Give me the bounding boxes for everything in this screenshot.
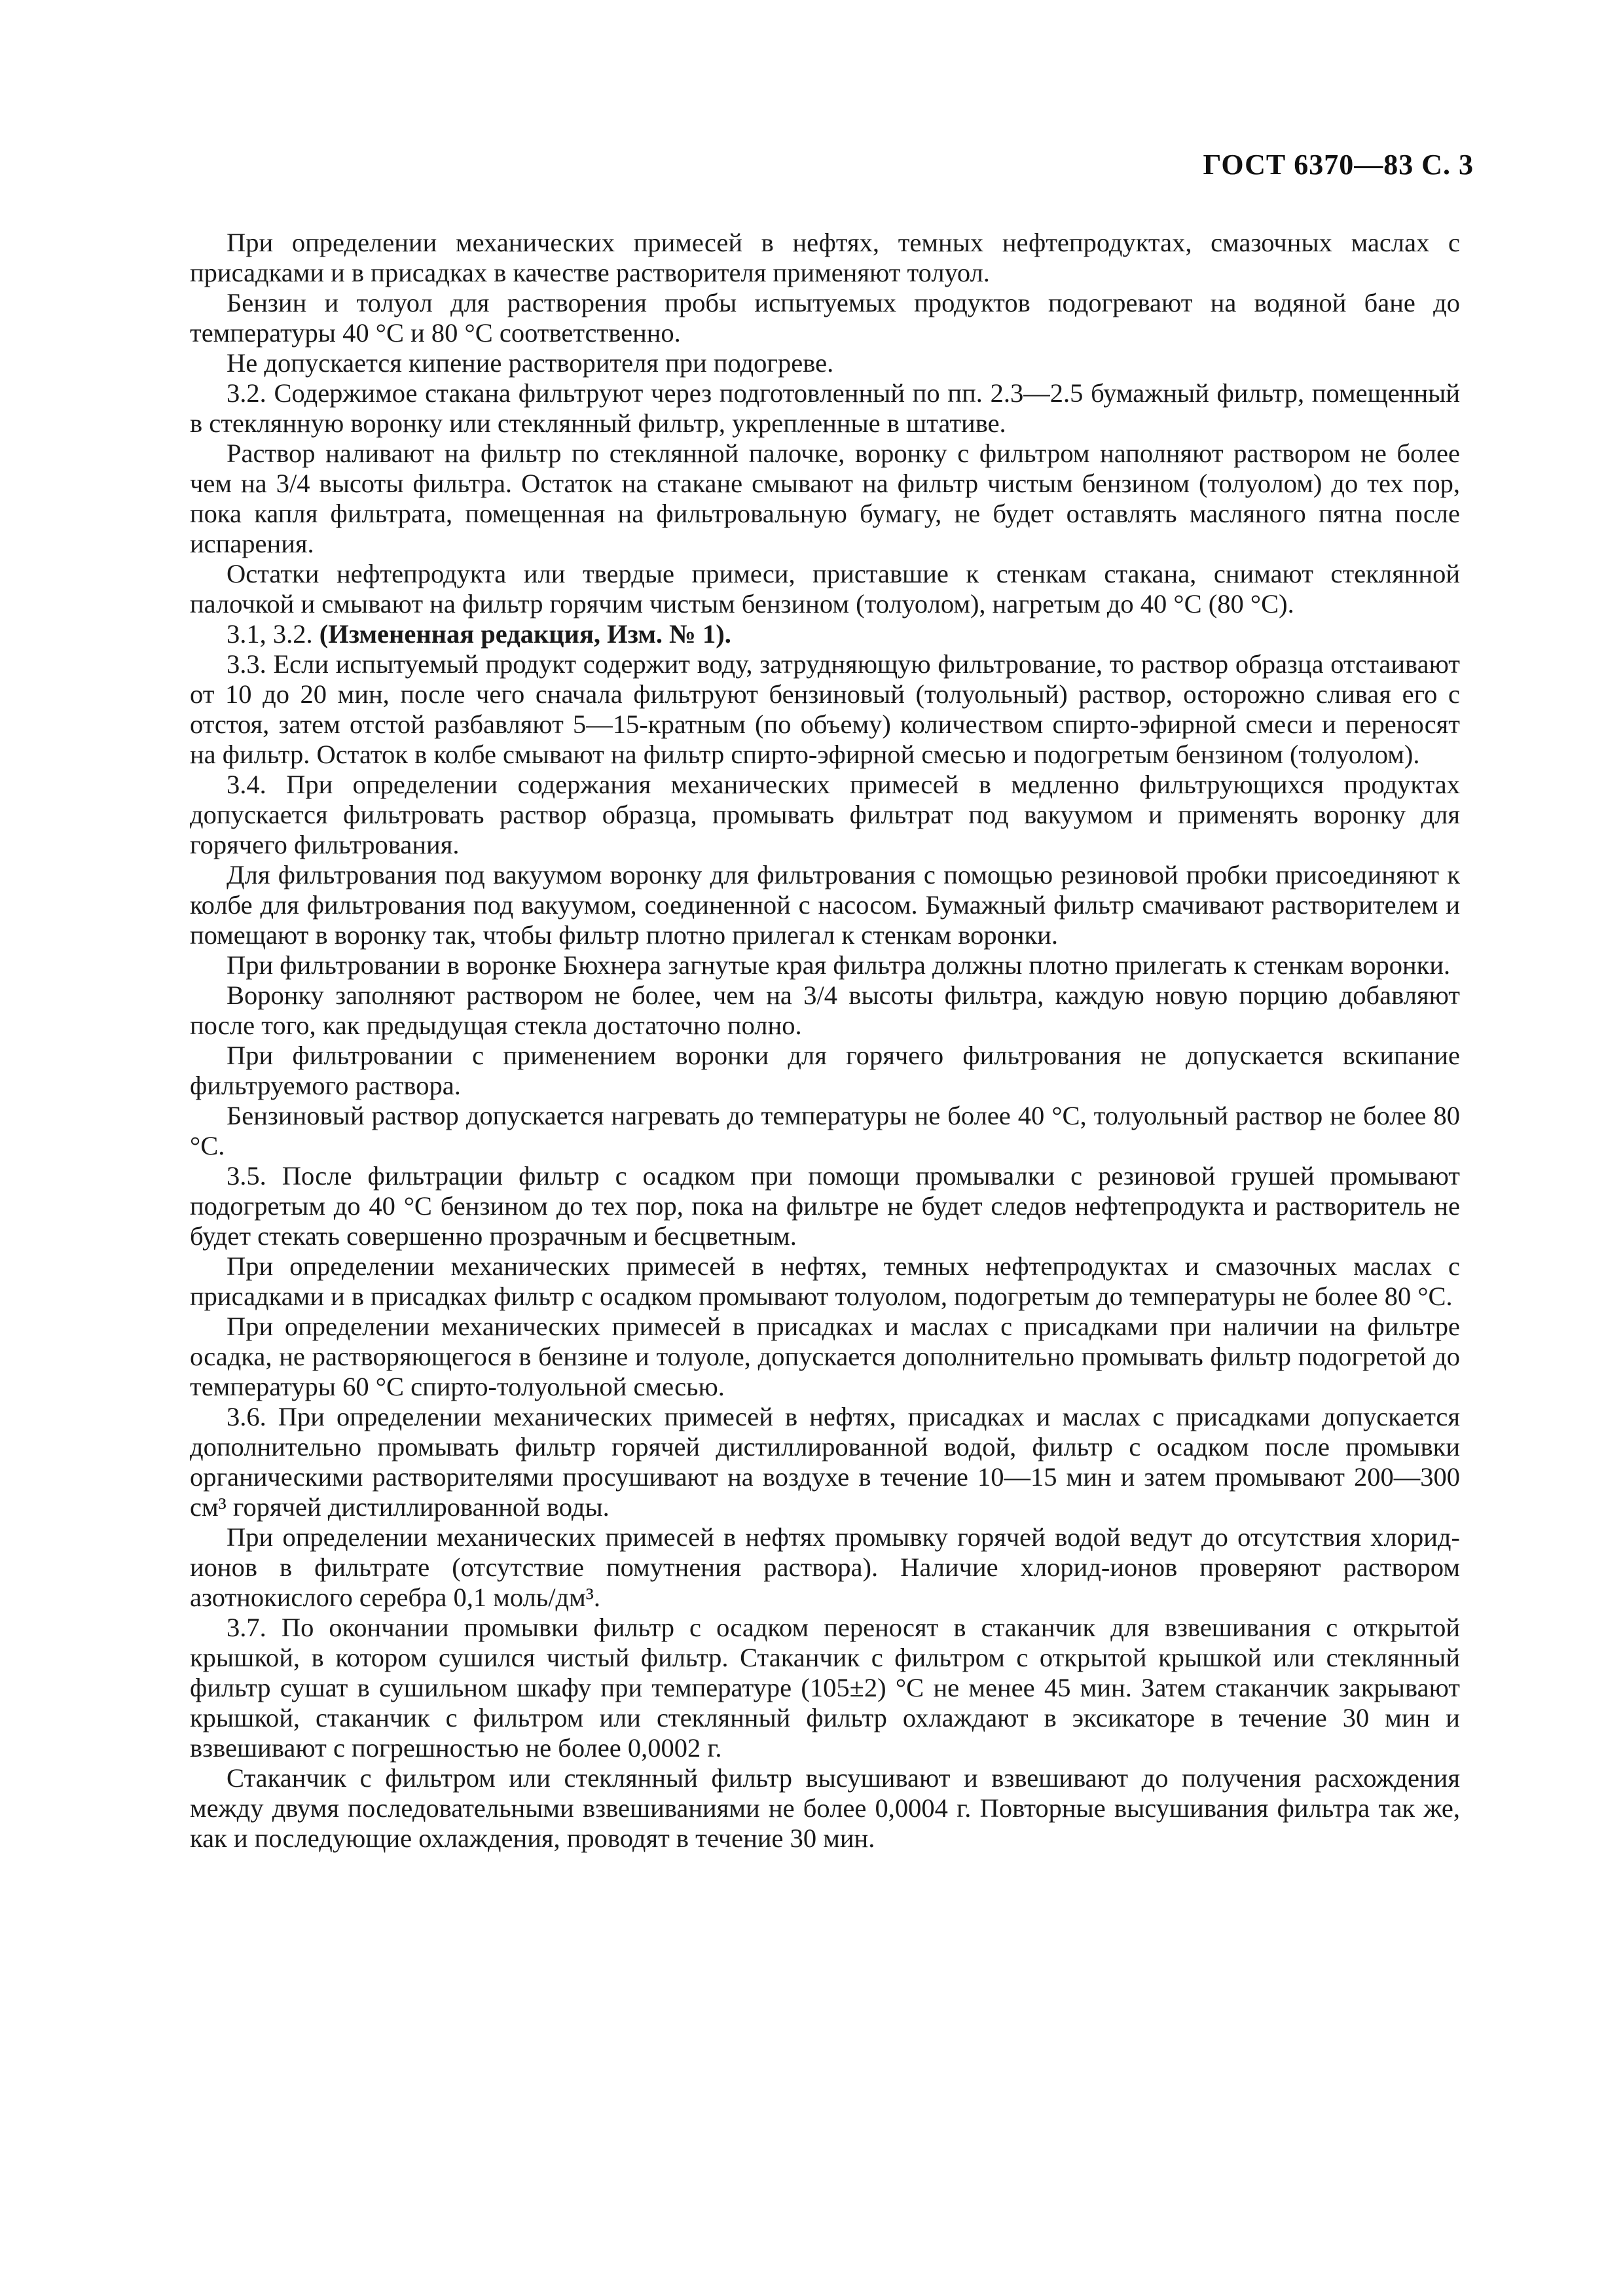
paragraph: Воронку заполняют раствором не более, чем на 3/4 высоты фильтра, каждую новую порцию добавляют после того, как предыдущая стекла достаточно полно. <box>190 980 1460 1040</box>
paragraph: 3.3. Если испытуемый продукт содержит воду, затрудняющую фильтрование, то раствор образца отстаивают от 10 до 20 мин, после чего сначала фильтруют бензиновый (толуольный) раствор, осторожно сливая его с отстоя, затем отстой разбавляют 5—15-кратным (по объему) количеством спирто-эфирной смеси и переносят на фильтр. Остаток в колбе смывают на фильтр спирто-эфирной смесью и подогретым бензином (толуолом). <box>190 649 1460 769</box>
document-body <box>190 228 1460 1854</box>
paragraph: Стаканчик с фильтром или стеклянный фильтр высушивают и взвешивают до получения расхождения между двумя последовательными взвешиваниями не более 0,0004 г. Повторные высушивания фильтра так же, как и последующие охлаждения, проводят в течение 30 мин. <box>190 1763 1460 1853</box>
paragraph: При определении механических примесей в присадках и маслах с присадками при наличии на фильтре осадка, не растворяющегося в бензине и толуоле, допускается дополнительно промывать фильтр подогретой до температуры 60 °С спирто-толуольной смесью. <box>190 1312 1460 1401</box>
amendment-note-bold: (Измененная редакция, Изм. № 1). <box>319 619 731 649</box>
paragraph: 3.4. При определении содержания механических примесей в медленно фильтрующихся продуктах допускается фильтровать раствор образца, промывать фильтрат под вакуумом и применять воронку для горячего фильтрования. <box>190 770 1460 859</box>
paragraph: Остатки нефтепродукта или твердые примеси, приставшие к стенкам стакана, снимают стеклянной палочкой и смывают на фильтр горячим чистым бензином (толуолом), нагретым до 40 °С (80 °С). <box>190 559 1460 619</box>
paragraph: 3.5. После фильтрации фильтр с осадком при помощи промывалки с резиновой грушей промывают подогретым до 40 °С бензином до тех пор, пока на фильтре не будет следов нефтепродукта и растворитель не будет стекать совершенно прозрачным и бесцветным. <box>190 1161 1460 1251</box>
paragraph: 3.6. При определении механических примесей в нефтях, присадках и маслах с присадками допускается дополнительно промывать фильтр горячей дистиллированной водой, фильтр с осадком после промывки органическими растворителями просушивают на воздухе в течение 10—15 мин и затем промывают 200—300 см³ горячей дистиллированной воды. <box>190 1402 1460 1522</box>
page-header: ГОСТ 6370—83 С. 3 <box>1203 149 1474 181</box>
paragraph: Для фильтрования под вакуумом воронку для фильтрования с помощью резиновой пробки присоединяют к колбе для фильтрования под вакуумом, соединенной с насосом. Бумажный фильтр смачивают растворителем и помещают в воронку так, чтобы фильтр плотно прилегал к стенкам воронки. <box>190 860 1460 950</box>
paragraph: Раствор наливают на фильтр по стеклянной палочке, воронку с фильтром наполняют раствором не более чем на 3/4 высоты фильтра. Остаток на стакане смывают на фильтр чистым бензином (толуолом) до тех пор, пока капля фильтрата, помещенная на фильтровальную бумагу, не будет оставлять масляного пятна после испарения. <box>190 439 1460 558</box>
amendment-note <box>190 619 1460 649</box>
paragraph: При фильтровании с применением воронки для горячего фильтрования не допускается вскипание фильтруемого раствора. <box>190 1041 1460 1100</box>
paragraph: При фильтровании в воронке Бюхнера загнутые края фильтра должны плотно прилегать к стенкам воронки. <box>227 950 1451 980</box>
paragraph: Не допускается кипение растворителя при подогреве. <box>227 348 834 378</box>
paragraph: При определении механических примесей в нефтях, темных нефтепродуктах, смазочных маслах с присадками и в присадках в качестве растворителя применяют толуол. <box>190 228 1460 287</box>
amendment-note-prefix: 3.1, 3.2. <box>227 619 319 649</box>
paragraph: 3.7. По окончании промывки фильтр с осадком переносят в стаканчик для взвешивания с открытой крышкой, в котором сушился чистый фильтр. Стаканчик с фильтром с открытой крышкой или стеклянный фильтр сушат в сушильном шкафу при температуре (105±2) °С не менее 45 мин. Затем стаканчик закрывают крышкой, стаканчик с фильтром или стеклянный фильтр охлаждают в эксикаторе в течение 30 мин и взвешивают с погрешностью не более 0,0002 г. <box>190 1613 1460 1763</box>
paragraph: 3.2. Содержимое стакана фильтруют через подготовленный по пп. 2.3—2.5 бумажный фильтр, помещенный в стеклянную воронку или стеклянный фильтр, укрепленные в штативе. <box>190 378 1460 438</box>
paragraph: Бензин и толуол для растворения пробы испытуемых продуктов подогревают на водяной бане до температуры 40 °С и 80 °С соответственно. <box>190 288 1460 348</box>
paragraph: Бензиновый раствор допускается нагревать до температуры не более 40 °С, толуольный раствор не более 80 °С. <box>190 1101 1460 1160</box>
paragraph: При определении механических примесей в нефтях промывку горячей водой ведут до отсутствия хлорид-ионов в фильтрате (отсутствие помутнения раствора). Наличие хлорид-ионов проверяют раствором азотнокислого серебра 0,1 моль/дм³. <box>190 1522 1460 1612</box>
paragraph: При определении механических примесей в нефтях, темных нефтепродуктах и смазочных маслах с присадками и в присадках фильтр с осадком промывают толуолом, подогретым до температуры не более 80 °С. <box>190 1251 1460 1311</box>
